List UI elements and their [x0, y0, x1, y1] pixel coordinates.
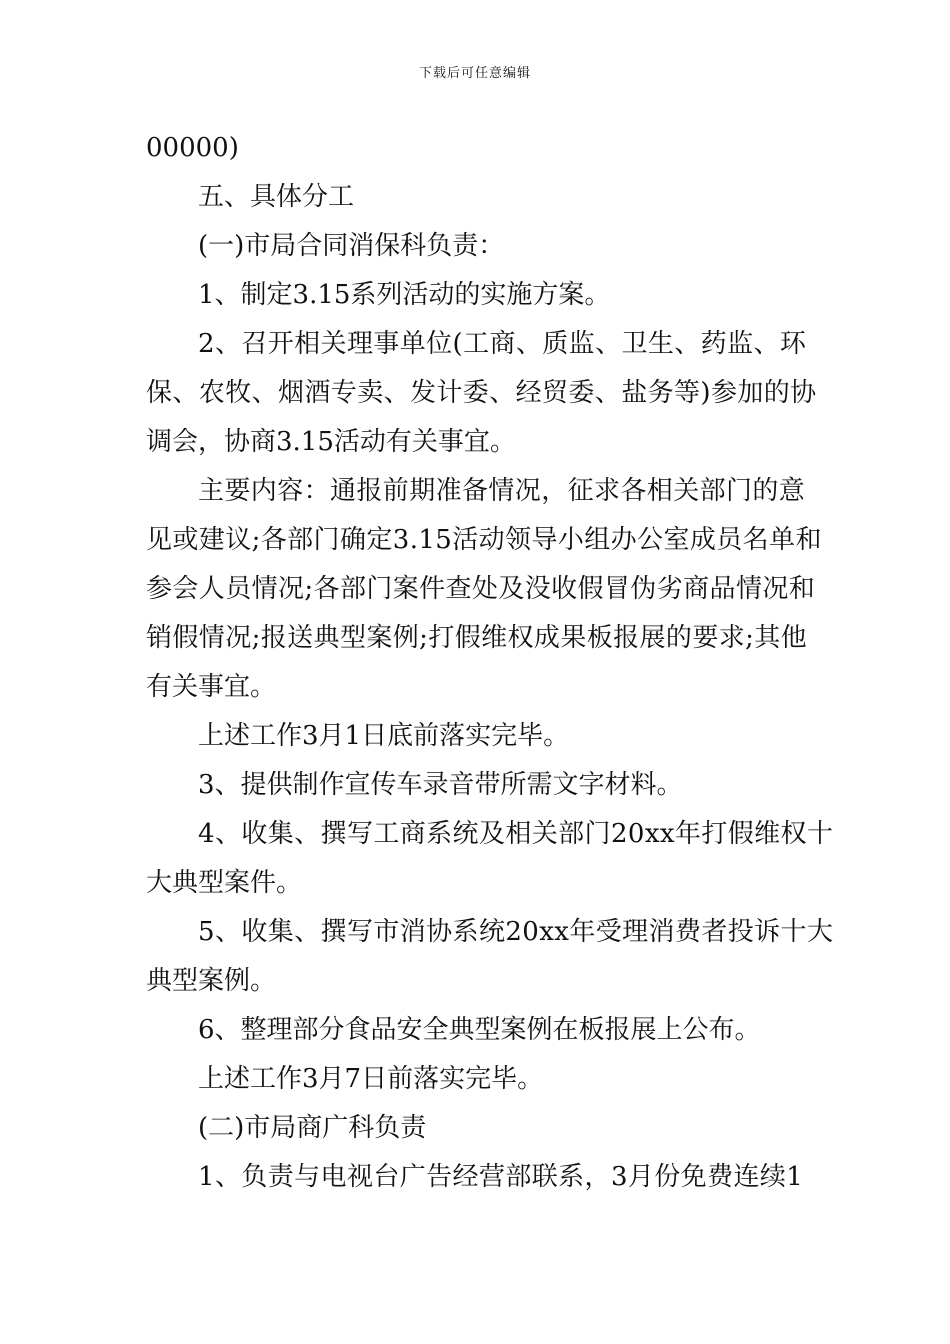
- paragraph-line: 主要内容：通报前期准备情况，征求各相关部门的意: [198, 476, 806, 506]
- text-line: 00000): [146, 133, 239, 163]
- list-item: 5、收集、撰写市消协系统20xx年受理消费者投诉十大: [198, 917, 834, 947]
- text-line: 参会人员情况;各部门案件查处及没收假冒伪劣商品情况和: [146, 574, 816, 604]
- list-item: 6、整理部分食品安全典型案例在板报展上公布。: [198, 1015, 761, 1045]
- paragraph-line: 上述工作3月7日前落实完毕。: [198, 1064, 544, 1094]
- list-item: 1、制定3.15系列活动的实施方案。: [198, 280, 611, 310]
- text-line: 保、农牧、烟酒专卖、发计委、经贸委、盐务等)参加的协: [146, 378, 817, 408]
- section-heading: 五、具体分工: [198, 182, 355, 212]
- text-line: 大典型案件。: [146, 868, 303, 898]
- subsection-heading: (二)市局商广科负责: [198, 1113, 427, 1143]
- document-body: [146, 124, 834, 1202]
- page-header: 下载后可任意编辑: [418, 66, 531, 81]
- list-item: 3、提供制作宣传车录音带所需文字材料。: [198, 770, 683, 800]
- text-line: 典型案例。: [146, 966, 277, 996]
- text-line: 有关事宜。: [146, 672, 277, 702]
- paragraph-line: 上述工作3月1日底前落实完毕。: [198, 721, 570, 751]
- list-item: 1、负责与电视台广告经营部联系，3月份免费连续1: [198, 1162, 804, 1192]
- text-line: 见或建议;各部门确定3.15活动领导小组办公室成员名单和: [146, 525, 822, 555]
- list-item: 4、收集、撰写工商系统及相关部门20xx年打假维权十: [198, 819, 834, 849]
- subsection-heading: (一)市局合同消保科负责：: [198, 231, 505, 261]
- list-item: 2、召开相关理事单位(工商、质监、卫生、药监、环: [198, 329, 807, 359]
- text-line: 调会，协商3.15活动有关事宜。: [146, 427, 516, 457]
- text-line: 销假情况;报送典型案例;打假维权成果板报展的要求;其他: [146, 623, 808, 653]
